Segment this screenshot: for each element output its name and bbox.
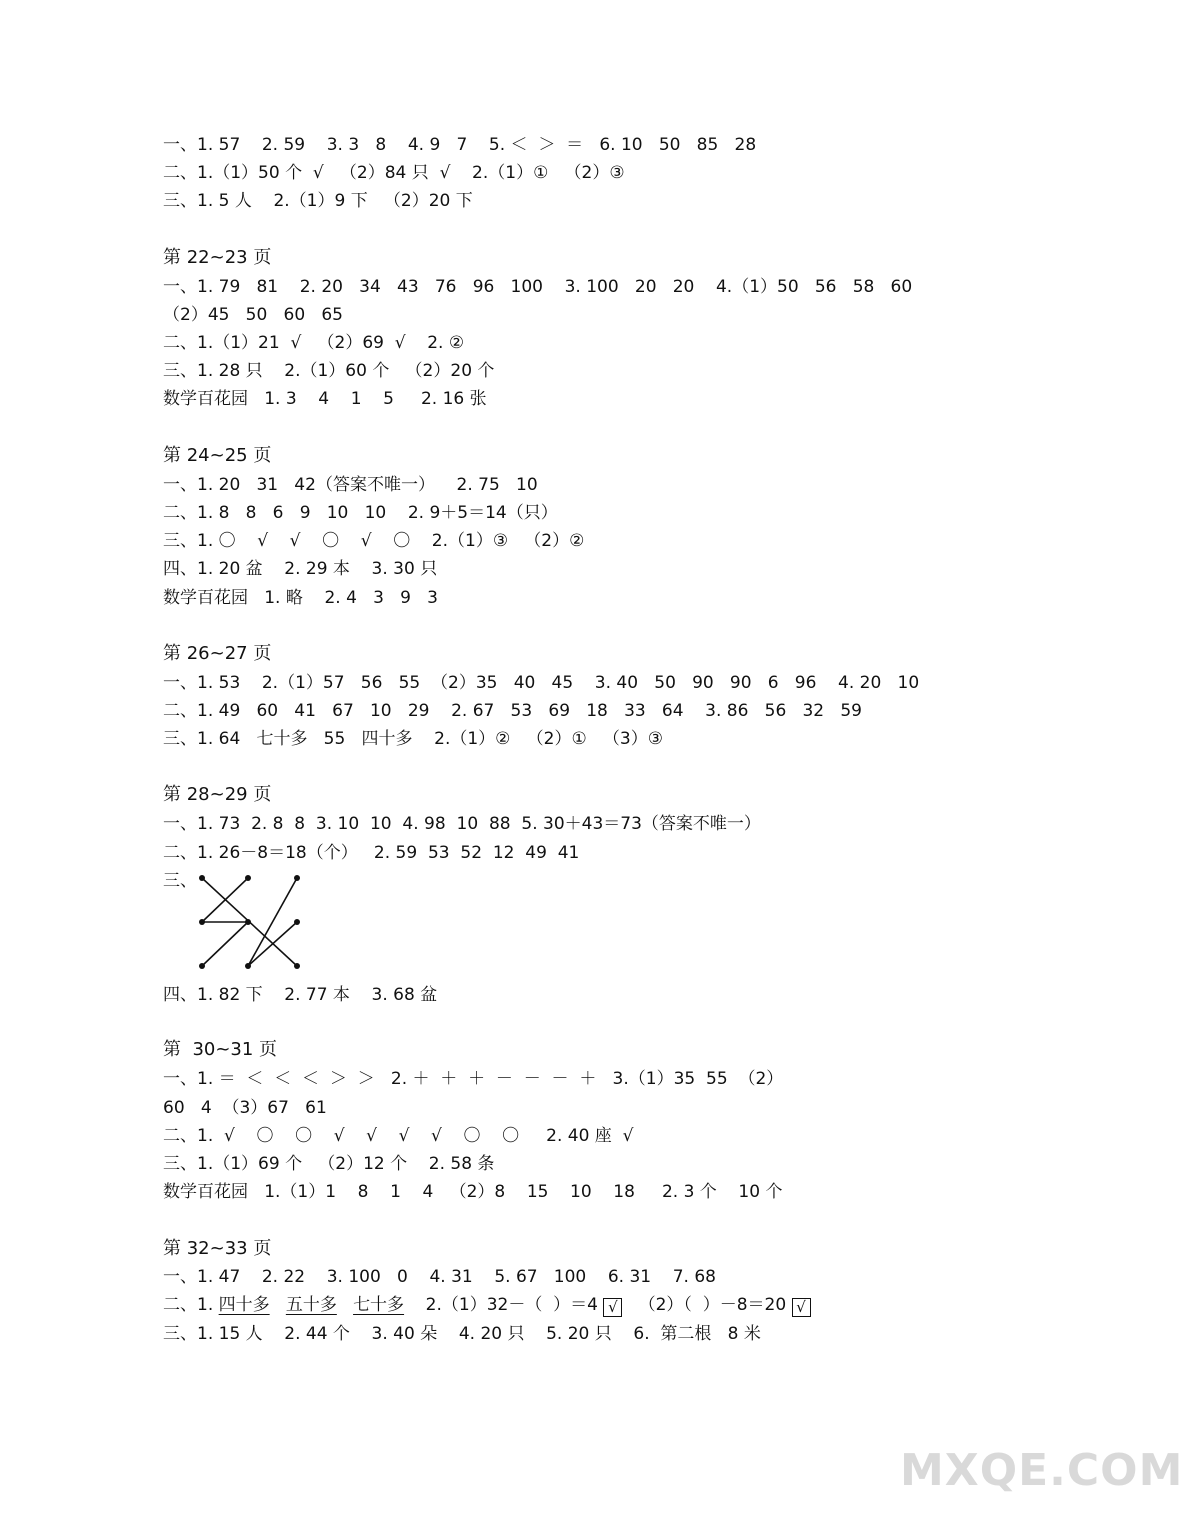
underlined-answer: 五十多	[285, 1295, 337, 1315]
answer-line-mixed	[163, 1294, 811, 1317]
line-prefix: 二、1.	[163, 1295, 219, 1315]
answer-line: 一、1. 73 2. 8 8 3. 10 10 4. 98 10 88 5. 30＋43＝73（答案不唯一）	[163, 814, 761, 834]
answer-line: 三、1. 64 七十多 55 四十多 2.（1）② （2）① （3）③	[163, 729, 663, 749]
answer-line: 四、1. 82 下 2. 77 本 3. 68 盆	[163, 985, 438, 1005]
section-heading: 第 26~27 页	[163, 643, 272, 664]
answer-line: 三、1. 28 只 2.（1）60 个 （2）20 个	[163, 361, 495, 381]
answer-line: 一、1. 53 2.（1）57 56 55 （2）35 40 45 3. 40 50 90 90 6 96 4. 20 10	[163, 673, 920, 693]
answer-line: 数学百花园 1.（1）1 8 1 4 （2）8 15 10 18 2. 3 个 10 个	[163, 1182, 783, 1202]
top-line-3: 三、1. 5 人 2.（1）9 下 （2）20 下	[163, 191, 473, 211]
underlined-answer: 七十多	[353, 1295, 405, 1315]
equation-text: 2.（1）32－（ ）＝4	[404, 1295, 604, 1315]
answer-line: 三、1.（1）69 个 （2）12 个 2. 58 条	[163, 1154, 495, 1174]
answer-line: 三、1. 〇 √ √ 〇 √ 〇 2.（1）③ （2）②	[163, 531, 585, 551]
section-heading: 第 32~33 页	[163, 1238, 272, 1259]
section-heading: 第 28~29 页	[163, 784, 272, 805]
top-line-1: 一、1. 57 2. 59 3. 3 8 4. 9 7 5. ＜ ＞ ＝ 6. 10 50 85 28	[163, 135, 757, 155]
answer-line: 四、1. 20 盆 2. 29 本 3. 30 只	[163, 559, 438, 579]
answer-line: 一、1. 20 31 42（答案不唯一） 2. 75 10	[163, 475, 538, 495]
top-line-2: 二、1.（1）50 个 √ （2）84 只 √ 2.（1）① （2）③	[163, 163, 625, 183]
answer-line: 一、1. ＝ ＜ ＜ ＜ ＞ ＞ 2. ＋ ＋ ＋ － － － ＋ 3.（1）35 55 （2）	[163, 1069, 784, 1089]
answer-line: 三、1. 15 人 2. 44 个 3. 40 朵 4. 20 只 5. 20 只 6. 第二根 8 米	[163, 1324, 761, 1344]
answer-line: 二、1.（1）21 √ （2）69 √ 2. ②	[163, 333, 465, 353]
answer-line: 数学百花园 1. 3 4 1 5 2. 16 张	[163, 389, 487, 409]
answer-line: 数学百花园 1. 略 2. 4 3 9 3	[163, 588, 438, 608]
section-heading: 第 30~31 页	[163, 1039, 278, 1060]
answer-line: 二、1. 49 60 41 67 10 29 2. 67 53 69 18 33 64 3. 86 56 32 59	[163, 701, 862, 721]
answer-line: 二、1. √ 〇 〇 √ √ √ √ 〇 〇 2. 40 座 √	[163, 1126, 634, 1146]
watermark: MXQE.COM	[900, 1445, 1183, 1496]
answer-line: 二、1. 26－8＝18（个） 2. 59 53 52 12 49 41	[163, 843, 580, 863]
answer-line: 一、1. 47 2. 22 3. 100 0 4. 31 5. 67 100 6. 31 7. 68	[163, 1267, 716, 1287]
answer-line: 二、1. 8 8 6 9 10 10 2. 9＋5＝14（只）	[163, 503, 558, 523]
underlined-answer: 四十多	[218, 1295, 270, 1315]
answer-line: （2）45 50 60 65	[163, 305, 343, 325]
matching-lines-diagram	[190, 870, 310, 970]
answer-line: 一、1. 79 81 2. 20 34 43 76 96 100 3. 100 20 20 4.（1）50 56 58 60	[163, 277, 913, 297]
equation-text: （2）（ ）－8＝20	[622, 1295, 792, 1315]
checked-box: √	[603, 1298, 622, 1317]
checked-box: √	[792, 1298, 811, 1317]
section-heading: 第 24~25 页	[163, 445, 272, 466]
answer-line: 60 4 （3）67 61	[163, 1098, 327, 1118]
answer-line: 三、	[163, 871, 197, 891]
section-heading: 第 22~23 页	[163, 247, 272, 268]
